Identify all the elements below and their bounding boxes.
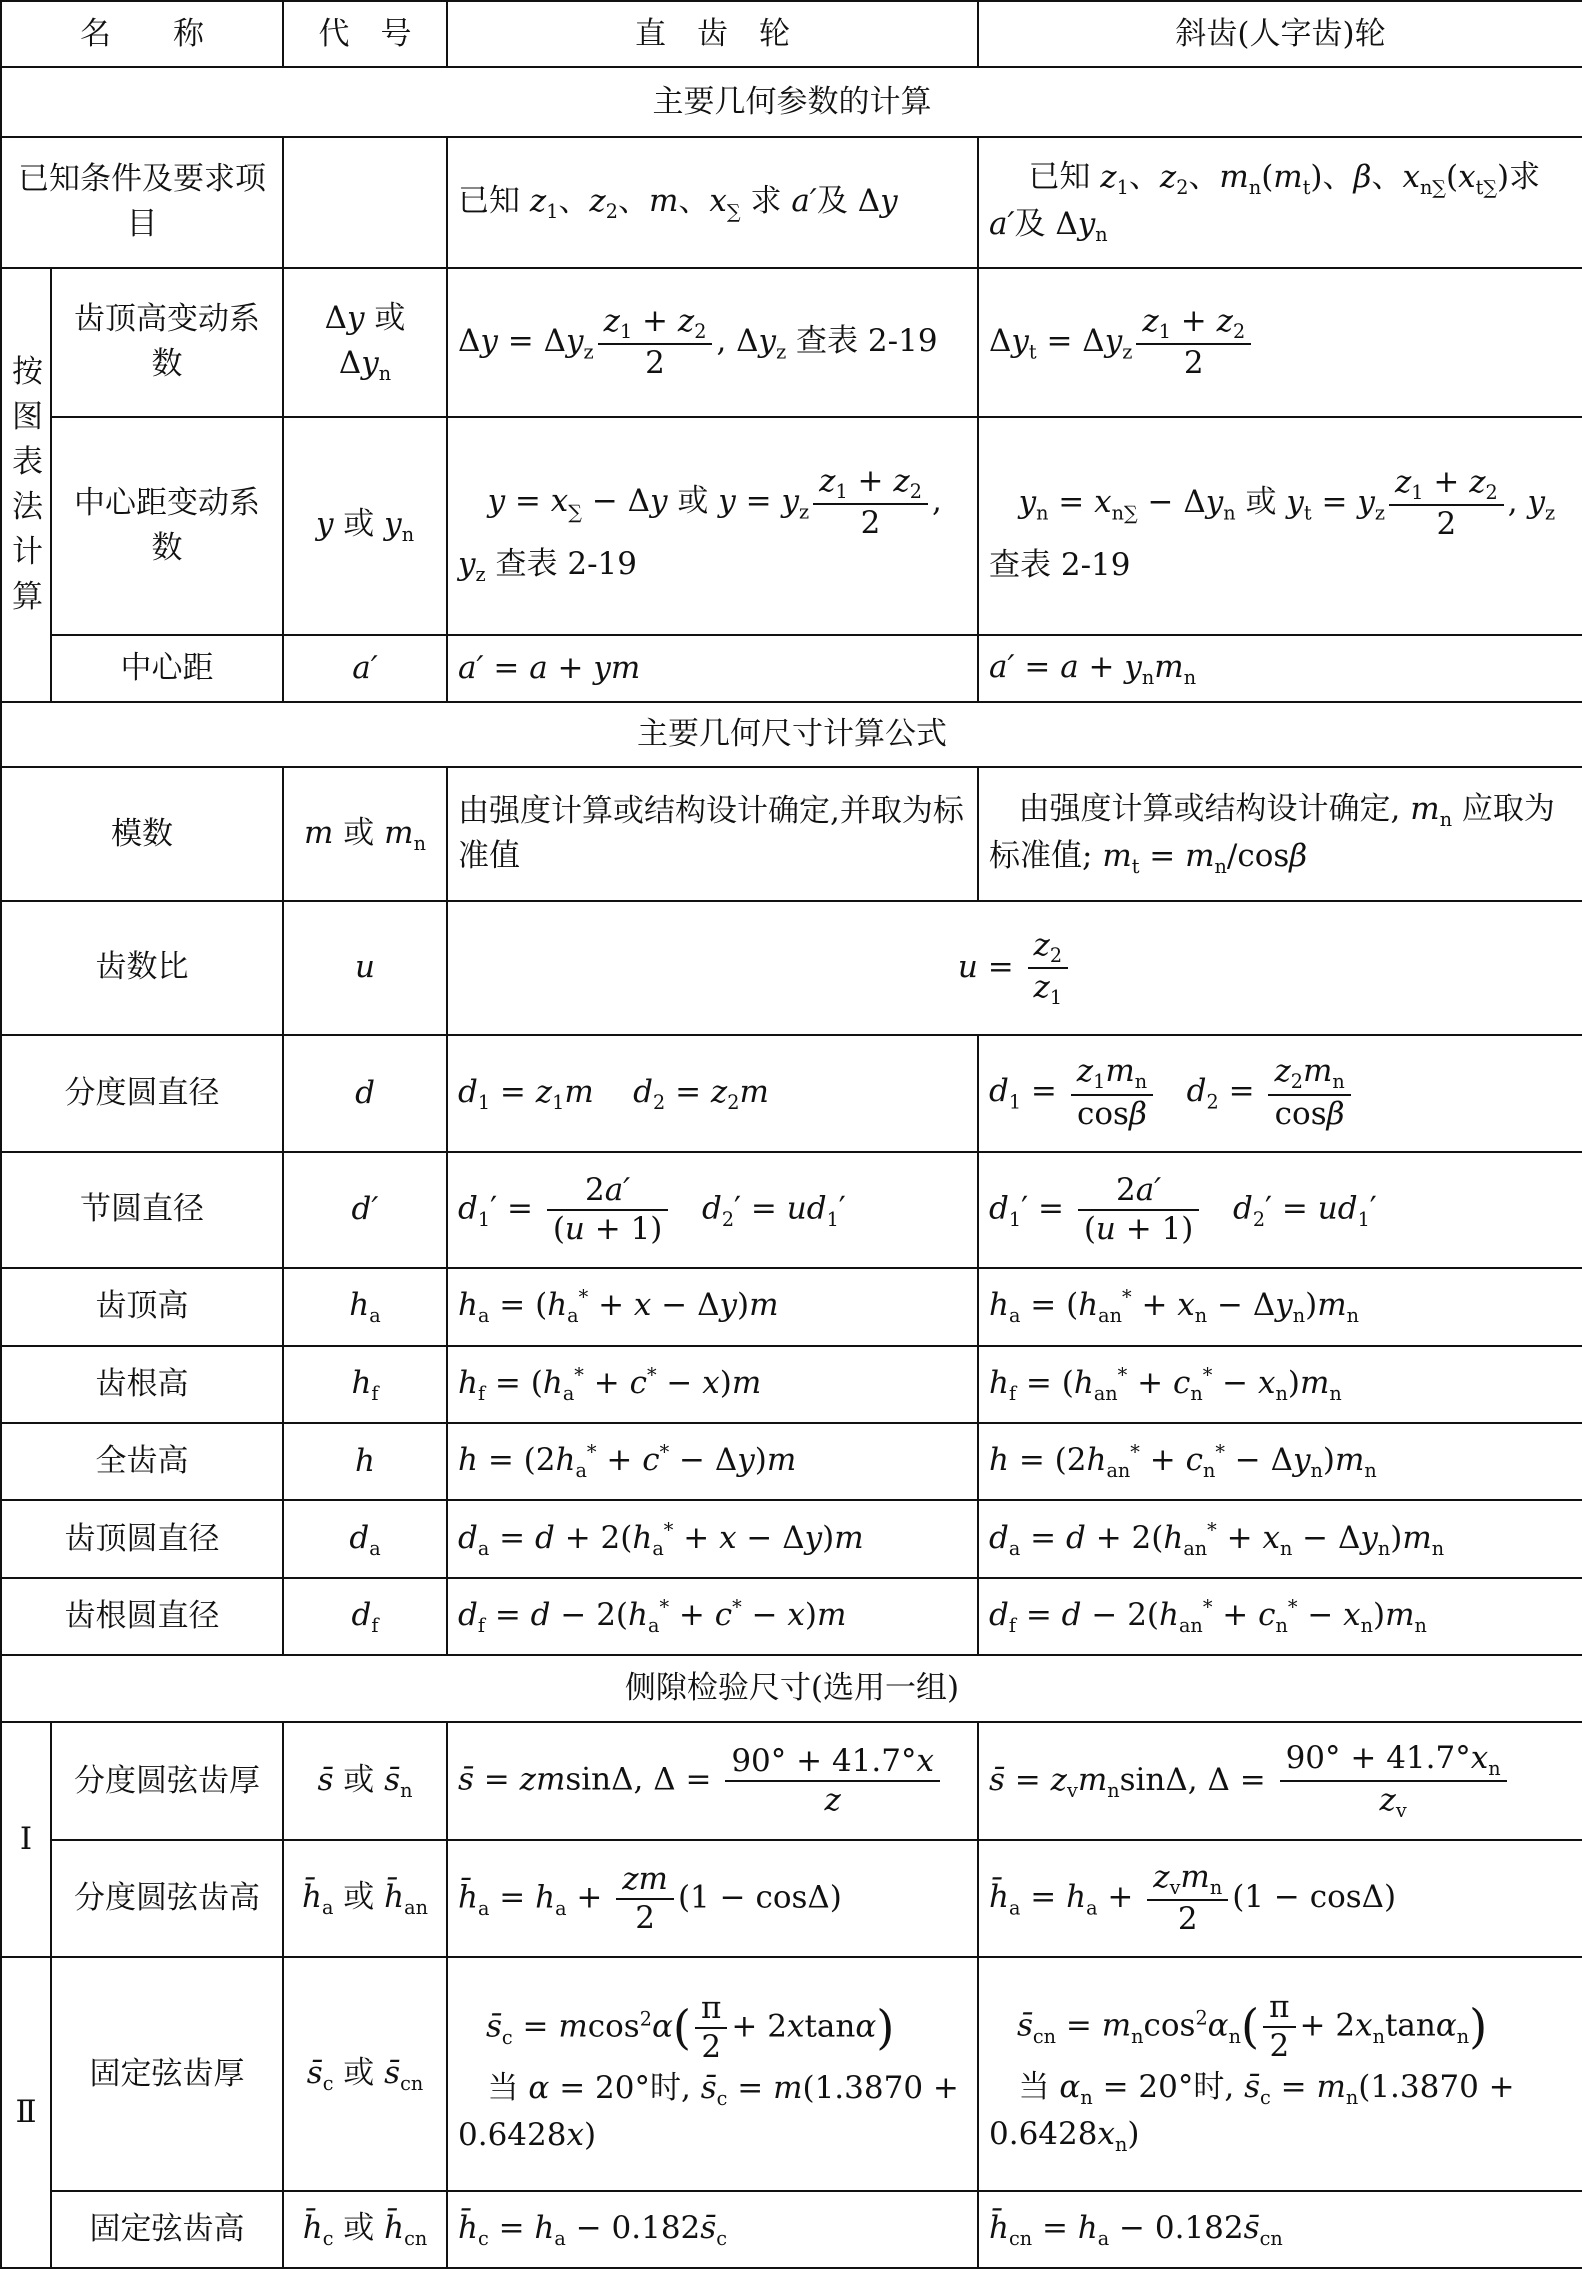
group-two-label: Ⅱ — [1, 1957, 51, 2268]
group-one-label: Ⅰ — [1, 1722, 51, 1957]
section-title-backlash: 侧隙检验尺寸(选用一组) — [1, 1655, 1582, 1721]
chordheight-helical: $h̄_a = h_a$ + $\frac{z_vm_n}{2}$ (1 − cosΔ) — [978, 1840, 1582, 1957]
rootdia-name: 齿根圆直径 — [1, 1578, 283, 1655]
chordthick-row — [1, 1722, 1582, 1841]
constheight-row — [1, 2191, 1582, 2268]
center-row — [1, 635, 1582, 702]
depth-spur: $h = (2h_a^* + c^* - \Delta y)m$ — [447, 1423, 978, 1500]
section-title-params: 主要几何参数的计算 — [1, 67, 1582, 136]
ratio-code: u — [283, 901, 447, 1035]
section-row — [1, 67, 1582, 136]
pitchdia-spur: $d_1'$ = $\frac{2a'}{(u + 1)}$ $d_2' = ud_1'$ — [447, 1152, 978, 1269]
addendum-name: 齿顶高 — [1, 1268, 283, 1345]
constheight-spur: $h̄_c = h_a$ − $0.182s̄_c$ — [447, 2191, 978, 2268]
method-char: 计 — [12, 533, 43, 570]
header-spur: 直 齿 轮 — [447, 1, 978, 67]
depth-row — [1, 1423, 1582, 1500]
pitchdia-code: d′ — [283, 1152, 447, 1269]
rootdia-spur: $d_f = d - 2(h_a^* + c^* - x)m$ — [447, 1578, 978, 1655]
header-name: 名 称 — [1, 1, 283, 67]
tipcoef-code: Δy 或 $\Delta y_n$ — [283, 268, 447, 418]
known-helical: 已知 $z_1$、$z_2$、$m_n(m_t)$、β、$x_{n\sum}(x_{t\sum})$求 a′及 $\Delta y_n$ — [978, 137, 1582, 268]
ratio-name: 齿数比 — [1, 901, 283, 1035]
section-title-dimensions: 主要几何尺寸计算公式 — [1, 702, 1582, 767]
addendum-spur: $h_a = (h_a^* + x - \Delta y)m$ — [447, 1268, 978, 1345]
addendum-row — [1, 1268, 1582, 1345]
chordthick-code: s̄ 或 $s̄_n$ — [283, 1722, 447, 1841]
header-row — [1, 1, 1582, 67]
dedendum-spur: $h_f = (h_a^* + c^* - x)m$ — [447, 1346, 978, 1423]
addendum-code: $h_a$ — [283, 1268, 447, 1345]
centercoef-spur: $y = x_\sum - \Delta y$ 或 $y = y_z$ $\frac{z_1 + z_2}{2}$ , $y_z$ 查表 2-19 — [447, 417, 978, 634]
known-spur: 已知 $z_1$、$z_2$、m、$x_\sum$ 求 a′及 Δy — [447, 137, 978, 268]
dedendum-name: 齿根高 — [1, 1346, 283, 1423]
header-helical: 斜齿(人字齿)轮 — [978, 1, 1582, 67]
section-row — [1, 1655, 1582, 1721]
center-helical: $a' = a + y_nm_n$ — [978, 635, 1582, 702]
known-row — [1, 137, 1582, 268]
tipdia-code: $d_a$ — [283, 1500, 447, 1577]
pitchdia-name: 节圆直径 — [1, 1152, 283, 1269]
chordthick-helical: s̄ = $z_vm_n\sin\Delta$, Δ = $\frac{90^\circ + 41.7^\circ x_n}{z_v}$ — [978, 1722, 1582, 1841]
method-group-label — [1, 268, 51, 702]
tipcoef-name: 齿顶高变动系数 — [51, 268, 283, 418]
depth-code: h — [283, 1423, 447, 1500]
refdia-code: d — [283, 1035, 447, 1152]
chordheight-row — [1, 1840, 1582, 1957]
centercoef-code: y 或 $y_n$ — [283, 417, 447, 634]
ratio-formula: u = $\frac{z_2}{z_1}$ — [447, 901, 1582, 1035]
centercoef-name: 中心距变动系数 — [51, 417, 283, 634]
chordthick-spur: s̄ = zmsinΔ, Δ = $\frac{90^\circ + 41.7^\circ x}{z}$ — [447, 1722, 978, 1841]
refdia-name: 分度圆直径 — [1, 1035, 283, 1152]
tipcoef-spur: $\Delta y = \Delta y_z$ $\frac{z_1 + z_2}{2}$ , $\Delta y_z$ 查表 2-19 — [447, 268, 978, 418]
centercoef-row — [1, 417, 1582, 634]
pitchdia-row — [1, 1152, 1582, 1269]
rootdia-code: $d_f$ — [283, 1578, 447, 1655]
depth-helical: $h = (2h_{an}^* + c_n^* - \Delta y_n)m_n$ — [978, 1423, 1582, 1500]
chordheight-name: 分度圆弦齿高 — [51, 1840, 283, 1957]
ratio-row — [1, 901, 1582, 1035]
dedendum-row — [1, 1346, 1582, 1423]
tipdia-name: 齿顶圆直径 — [1, 1500, 283, 1577]
method-char: 按 — [12, 353, 43, 390]
dedendum-code: $h_f$ — [283, 1346, 447, 1423]
header-code: 代 号 — [283, 1, 447, 67]
module-spur: 由强度计算或结构设计确定,并取为标准值 — [447, 767, 978, 901]
module-helical: 由强度计算或结构设计确定, $m_n$ 应取为标准值; $m_t = m_n/\cos\beta$ — [978, 767, 1582, 901]
tipdia-spur: $d_a = d + 2(h_a^* + x - \Delta y)m$ — [447, 1500, 978, 1577]
center-code: a′ — [283, 635, 447, 702]
refdia-helical: $d_1$ = $\frac{z_1m_n}{\cos\beta}$ $d_2$ = $\frac{z_2m_n}{\cos\beta}$ — [978, 1035, 1582, 1152]
rootdia-helical: $d_f = d - 2(h_{an}^* + c_n^* - x_n)m_n$ — [978, 1578, 1582, 1655]
known-code — [283, 137, 447, 268]
chordthick-name: 分度圆弦齿厚 — [51, 1722, 283, 1841]
method-char: 表 — [12, 443, 43, 480]
refdia-row — [1, 1035, 1582, 1152]
center-name: 中心距 — [51, 635, 283, 702]
constheight-code: $h̄_c$ 或 $h̄_{cn}$ — [283, 2191, 447, 2268]
section-row — [1, 702, 1582, 767]
tipcoef-row — [1, 268, 1582, 418]
tipcoef-helical: $\Delta y_t = \Delta y_z$ $\frac{z_1 + z_2}{2}$ — [978, 268, 1582, 418]
constheight-helical: $h̄_{cn} = h_a$ − $0.182s̄_{cn}$ — [978, 2191, 1582, 2268]
method-char: 图 — [12, 398, 43, 435]
depth-name: 全齿高 — [1, 1423, 283, 1500]
refdia-spur: $d_1 = z_1m$ $d_2 = z_2m$ — [447, 1035, 978, 1152]
rootdia-row — [1, 1578, 1582, 1655]
chordheight-code: $h̄_a$ 或 $h̄_{an}$ — [283, 1840, 447, 1957]
method-char: 法 — [12, 488, 43, 525]
constthick-row — [1, 1957, 1582, 2191]
known-label: 已知条件及要求项目 — [1, 137, 283, 268]
constthick-helical: $s̄_{cn} = m_n\cos^2\alpha_n$( $\frac{\pi}{2}$ + $2x_n\tan\alpha_n$) 当 $\alpha_n = 20^\circ$时, $s̄_c = m_n(1.3870 + 0.6428x_n)$ — [978, 1957, 1582, 2191]
constthick-name: 固定弦齿厚 — [51, 1957, 283, 2191]
constthick-code: $s̄_c$ 或 $s̄_{cn}$ — [283, 1957, 447, 2191]
module-name: 模数 — [1, 767, 283, 901]
centercoef-helical: $y_n = x_{n\sum} - \Delta y_n$ 或 $y_t = y_z$ $\frac{z_1 + z_2}{2}$ , $y_z$ 查表 2-19 — [978, 417, 1582, 634]
constheight-name: 固定弦齿高 — [51, 2191, 283, 2268]
chordheight-spur: $h̄_a = h_a$ + $\frac{zm}{2}$ (1 − cosΔ) — [447, 1840, 978, 1957]
module-code: m 或 $m_n$ — [283, 767, 447, 901]
tipdia-row — [1, 1500, 1582, 1577]
method-char: 算 — [12, 578, 43, 615]
pitchdia-helical: $d_1'$ = $\frac{2a'}{(u + 1)}$ $d_2' = ud_1'$ — [978, 1152, 1582, 1269]
constthick-spur: $s̄_c = mcos^2\alpha$( $\frac{\pi}{2}$ + 2xtanα) 当 α = 20°时, $s̄_c = m(1.3870 + 0.6428x)$ — [447, 1957, 978, 2191]
tipdia-helical: $d_a = d + 2(h_{an}^* + x_n - \Delta y_n)m_n$ — [978, 1500, 1582, 1577]
center-spur: a′ = a + ym — [447, 635, 978, 702]
addendum-helical: $h_a = (h_{an}^* + x_n - \Delta y_n)m_n$ — [978, 1268, 1582, 1345]
dedendum-helical: $h_f = (h_{an}^* + c_n^* - x_n)m_n$ — [978, 1346, 1582, 1423]
module-row — [1, 767, 1582, 901]
